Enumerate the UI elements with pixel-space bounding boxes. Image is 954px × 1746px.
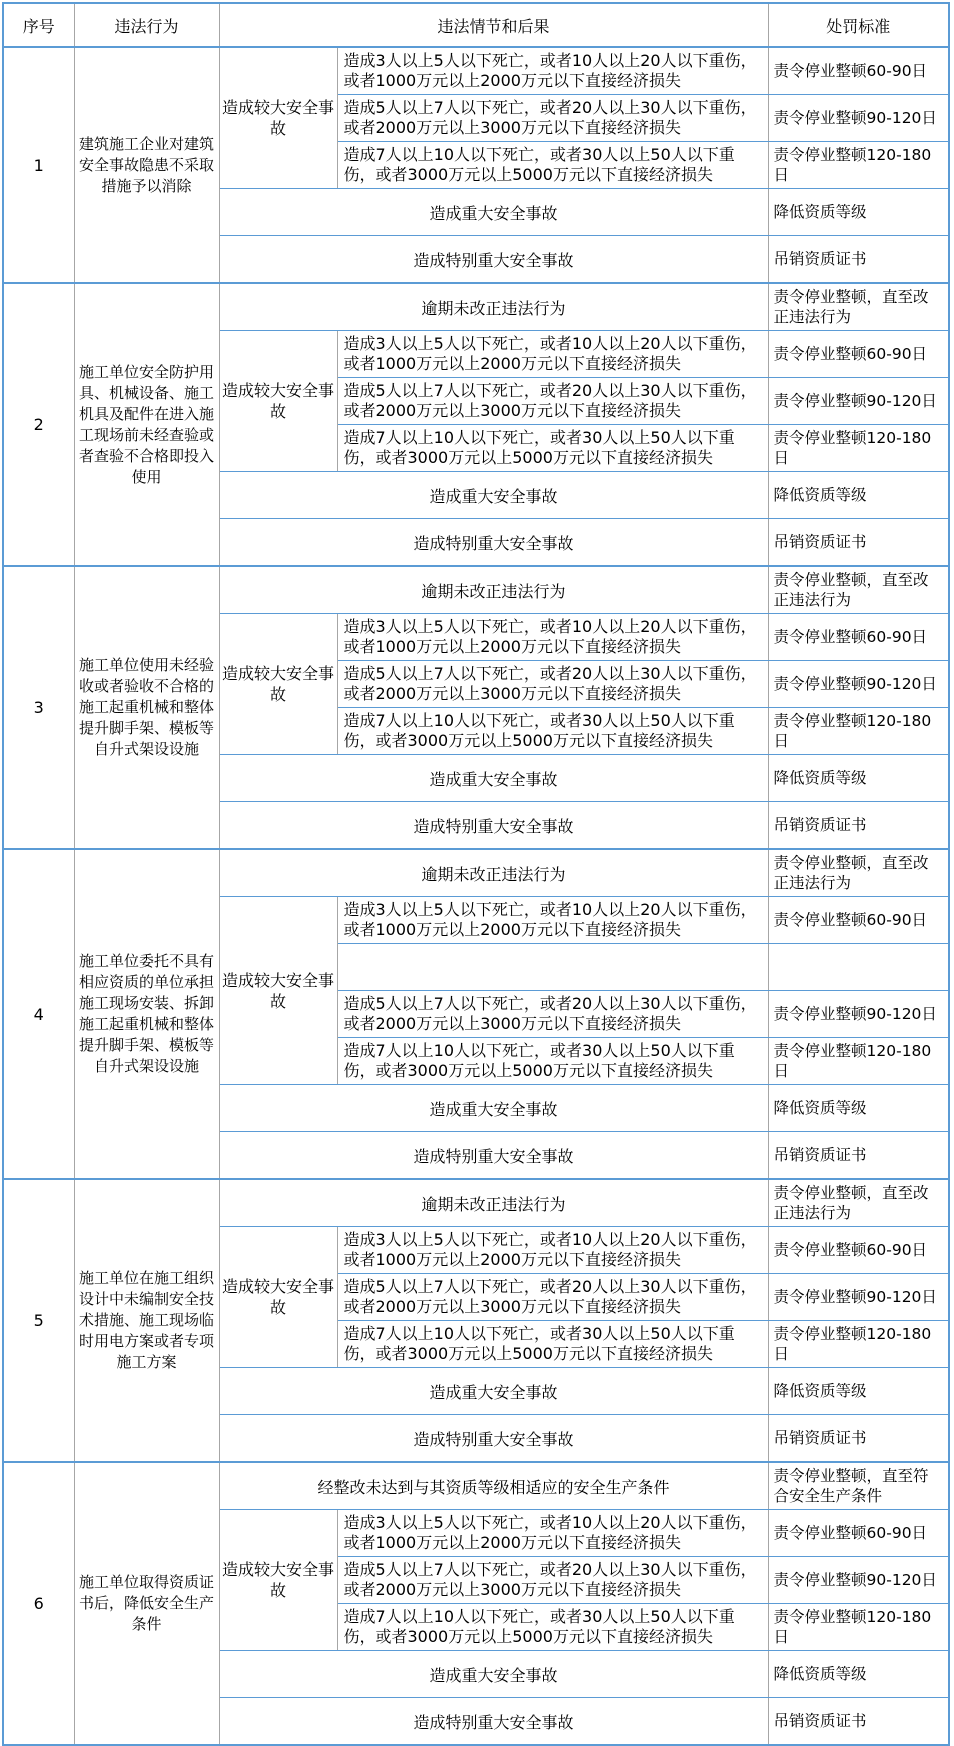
seq-cell: 3 [3,566,74,849]
penalty-cell: 责令停业整顿，直至改正违法行为 [768,849,949,897]
penalty-cell: 责令停业整顿120-180日 [768,1604,949,1651]
table-row [3,47,949,95]
accident-group-cell: 造成较大安全事故 [219,1510,337,1651]
penalty-cell: 责令停业整顿120-180日 [768,142,949,189]
condition-cell: 造成特别重大安全事故 [219,1132,768,1180]
accident-detail-cell: 造成5人以上7人以下死亡，或者20人以上30人以下重伤，或者2000万元以上3000万元以下直接经济损失 [337,95,768,142]
seq-cell: 1 [3,47,74,283]
accident-detail-cell: 造成7人以上10人以下死亡，或者30人以上50人以下重伤，或者3000万元以上5000万元以下直接经济损失 [337,142,768,189]
accident-detail-cell: 造成3人以上5人以下死亡，或者10人以上20人以下重伤，或者1000万元以上2000万元以下直接经济损失 [337,614,768,661]
penalty-cell: 责令停业整顿60-90日 [768,1510,949,1557]
penalty-cell: 责令停业整顿，直至改正违法行为 [768,1179,949,1227]
condition-cell: 造成重大安全事故 [219,189,768,236]
penalty-cell: 责令停业整顿90-120日 [768,378,949,425]
condition-cell: 逾期未改正违法行为 [219,849,768,897]
accident-detail-cell: 造成7人以上10人以下死亡，或者30人以上50人以下重伤，或者3000万元以上5000万元以下直接经济损失 [337,1321,768,1368]
penalty-cell: 责令停业整顿60-90日 [768,897,949,944]
accident-detail-cell: 造成5人以上7人以下死亡，或者20人以上30人以下重伤，或者2000万元以上3000万元以下直接经济损失 [337,661,768,708]
penalty-cell: 责令停业整顿90-120日 [768,1274,949,1321]
accident-detail-cell: 造成7人以上10人以下死亡，或者30人以上50人以下重伤，或者3000万元以上5000万元以下直接经济损失 [337,1604,768,1651]
table-row [3,566,949,614]
accident-detail-cell: 造成3人以上5人以下死亡，或者10人以上20人以下重伤，或者1000万元以上2000万元以下直接经济损失 [337,331,768,378]
condition-cell: 造成重大安全事故 [219,1085,768,1132]
behavior-cell: 施工单位安全防护用具、机械设备、施工机具及配件在进入施工现场前未经查验或者查验不合格即投入使用 [74,283,219,566]
header-row [3,3,949,47]
penalty-cell: 责令停业整顿，直至改正违法行为 [768,283,949,331]
seq-cell: 6 [3,1462,74,1745]
penalty-cell: 降低资质等级 [768,755,949,802]
condition-cell: 造成重大安全事故 [219,472,768,519]
penalty-cell: 吊销资质证书 [768,1698,949,1746]
penalty-cell: 责令停业整顿90-120日 [768,661,949,708]
penalty-cell: 责令停业整顿60-90日 [768,1227,949,1274]
accident-detail-cell: 造成3人以上5人以下死亡，或者10人以上20人以下重伤，或者1000万元以上2000万元以下直接经济损失 [337,1510,768,1557]
header-behavior: 违法行为 [74,3,219,47]
penalty-cell: 责令停业整顿90-120日 [768,95,949,142]
penalty-cell: 责令停业整顿120-180日 [768,1038,949,1085]
penalty-cell: 降低资质等级 [768,1085,949,1132]
accident-group-cell: 造成较大安全事故 [219,1227,337,1368]
penalty-table [2,2,950,1746]
condition-cell: 造成重大安全事故 [219,1651,768,1698]
behavior-cell: 建筑施工企业对建筑安全事故隐患不采取措施予以消除 [74,47,219,283]
penalty-cell: 责令停业整顿120-180日 [768,425,949,472]
penalty-cell: 降低资质等级 [768,1368,949,1415]
header-penalty: 处罚标准 [768,3,949,47]
condition-cell: 造成特别重大安全事故 [219,236,768,284]
table-row [3,283,949,331]
condition-cell: 造成特别重大安全事故 [219,802,768,850]
condition-cell: 造成特别重大安全事故 [219,519,768,567]
condition-cell: 造成重大安全事故 [219,755,768,802]
accident-detail-cell: 造成7人以上10人以下死亡，或者30人以上50人以下重伤，或者3000万元以上5000万元以下直接经济损失 [337,708,768,755]
penalty-cell: 降低资质等级 [768,472,949,519]
condition-cell: 逾期未改正违法行为 [219,566,768,614]
behavior-cell: 施工单位在施工组织设计中未编制安全技术措施、施工现场临时用电方案或者专项施工方案 [74,1179,219,1462]
header-seq: 序号 [3,3,74,47]
condition-cell: 逾期未改正违法行为 [219,283,768,331]
penalty-cell: 吊销资质证书 [768,519,949,567]
table-row [3,1462,949,1510]
penalty-cell: 责令停业整顿60-90日 [768,47,949,95]
seq-cell: 5 [3,1179,74,1462]
table-body [3,47,949,1745]
penalty-cell: 吊销资质证书 [768,1132,949,1180]
behavior-cell: 施工单位委托不具有相应资质的单位承担施工现场安装、拆卸施工起重机械和整体提升脚手架、模板等自升式架设设施 [74,849,219,1179]
accident-group-cell: 造成较大安全事故 [219,614,337,755]
penalty-cell: 责令停业整顿60-90日 [768,614,949,661]
accident-detail-cell: 造成5人以上7人以下死亡，或者20人以上30人以下重伤，或者2000万元以上3000万元以下直接经济损失 [337,1274,768,1321]
seq-cell: 4 [3,849,74,1179]
table-row [3,1179,949,1227]
condition-cell: 造成特别重大安全事故 [219,1698,768,1746]
penalty-cell: 降低资质等级 [768,189,949,236]
behavior-cell: 施工单位取得资质证书后，降低安全生产条件 [74,1462,219,1745]
penalty-cell: 责令停业整顿60-90日 [768,331,949,378]
accident-detail-cell: 造成3人以上5人以下死亡，或者10人以上20人以下重伤，或者1000万元以上2000万元以下直接经济损失 [337,47,768,95]
accident-detail-cell: 造成5人以上7人以下死亡，或者20人以上30人以下重伤，或者2000万元以上3000万元以下直接经济损失 [337,991,768,1038]
accident-group-cell: 造成较大安全事故 [219,331,337,472]
accident-detail-cell: 造成5人以上7人以下死亡，或者20人以上30人以下重伤，或者2000万元以上3000万元以下直接经济损失 [337,1557,768,1604]
penalty-cell: 责令停业整顿120-180日 [768,1321,949,1368]
condition-cell: 造成特别重大安全事故 [219,1415,768,1463]
table-row [3,849,949,897]
penalty-cell: 责令停业整顿120-180日 [768,708,949,755]
condition-cell: 经整改未达到与其资质等级相适应的安全生产条件 [219,1462,768,1510]
behavior-cell: 施工单位使用未经验收或者验收不合格的施工起重机械和整体提升脚手架、模板等自升式架设设施 [74,566,219,849]
penalty-cell: 吊销资质证书 [768,236,949,284]
condition-cell: 造成重大安全事故 [219,1368,768,1415]
accident-detail-cell: 造成3人以上5人以下死亡，或者10人以上20人以下重伤，或者1000万元以上2000万元以下直接经济损失 [337,897,768,944]
accident-group-cell: 造成较大安全事故 [219,897,337,1085]
penalty-cell: 吊销资质证书 [768,1415,949,1463]
header-circumstances: 违法情节和后果 [219,3,768,47]
accident-detail-cell [337,944,768,991]
seq-cell: 2 [3,283,74,566]
penalty-cell: 责令停业整顿，直至符合安全生产条件 [768,1462,949,1510]
penalty-cell: 责令停业整顿90-120日 [768,991,949,1038]
penalty-cell [768,944,949,991]
accident-group-cell: 造成较大安全事故 [219,47,337,189]
accident-detail-cell: 造成7人以上10人以下死亡，或者30人以上50人以下重伤，或者3000万元以上5000万元以下直接经济损失 [337,1038,768,1085]
penalty-cell: 责令停业整顿，直至改正违法行为 [768,566,949,614]
accident-detail-cell: 造成5人以上7人以下死亡，或者20人以上30人以下重伤，或者2000万元以上3000万元以下直接经济损失 [337,378,768,425]
condition-cell: 逾期未改正违法行为 [219,1179,768,1227]
penalty-cell: 吊销资质证书 [768,802,949,850]
accident-detail-cell: 造成7人以上10人以下死亡，或者30人以上50人以下重伤，或者3000万元以上5000万元以下直接经济损失 [337,425,768,472]
accident-detail-cell: 造成3人以上5人以下死亡，或者10人以上20人以下重伤，或者1000万元以上2000万元以下直接经济损失 [337,1227,768,1274]
penalty-cell: 降低资质等级 [768,1651,949,1698]
penalty-cell: 责令停业整顿90-120日 [768,1557,949,1604]
